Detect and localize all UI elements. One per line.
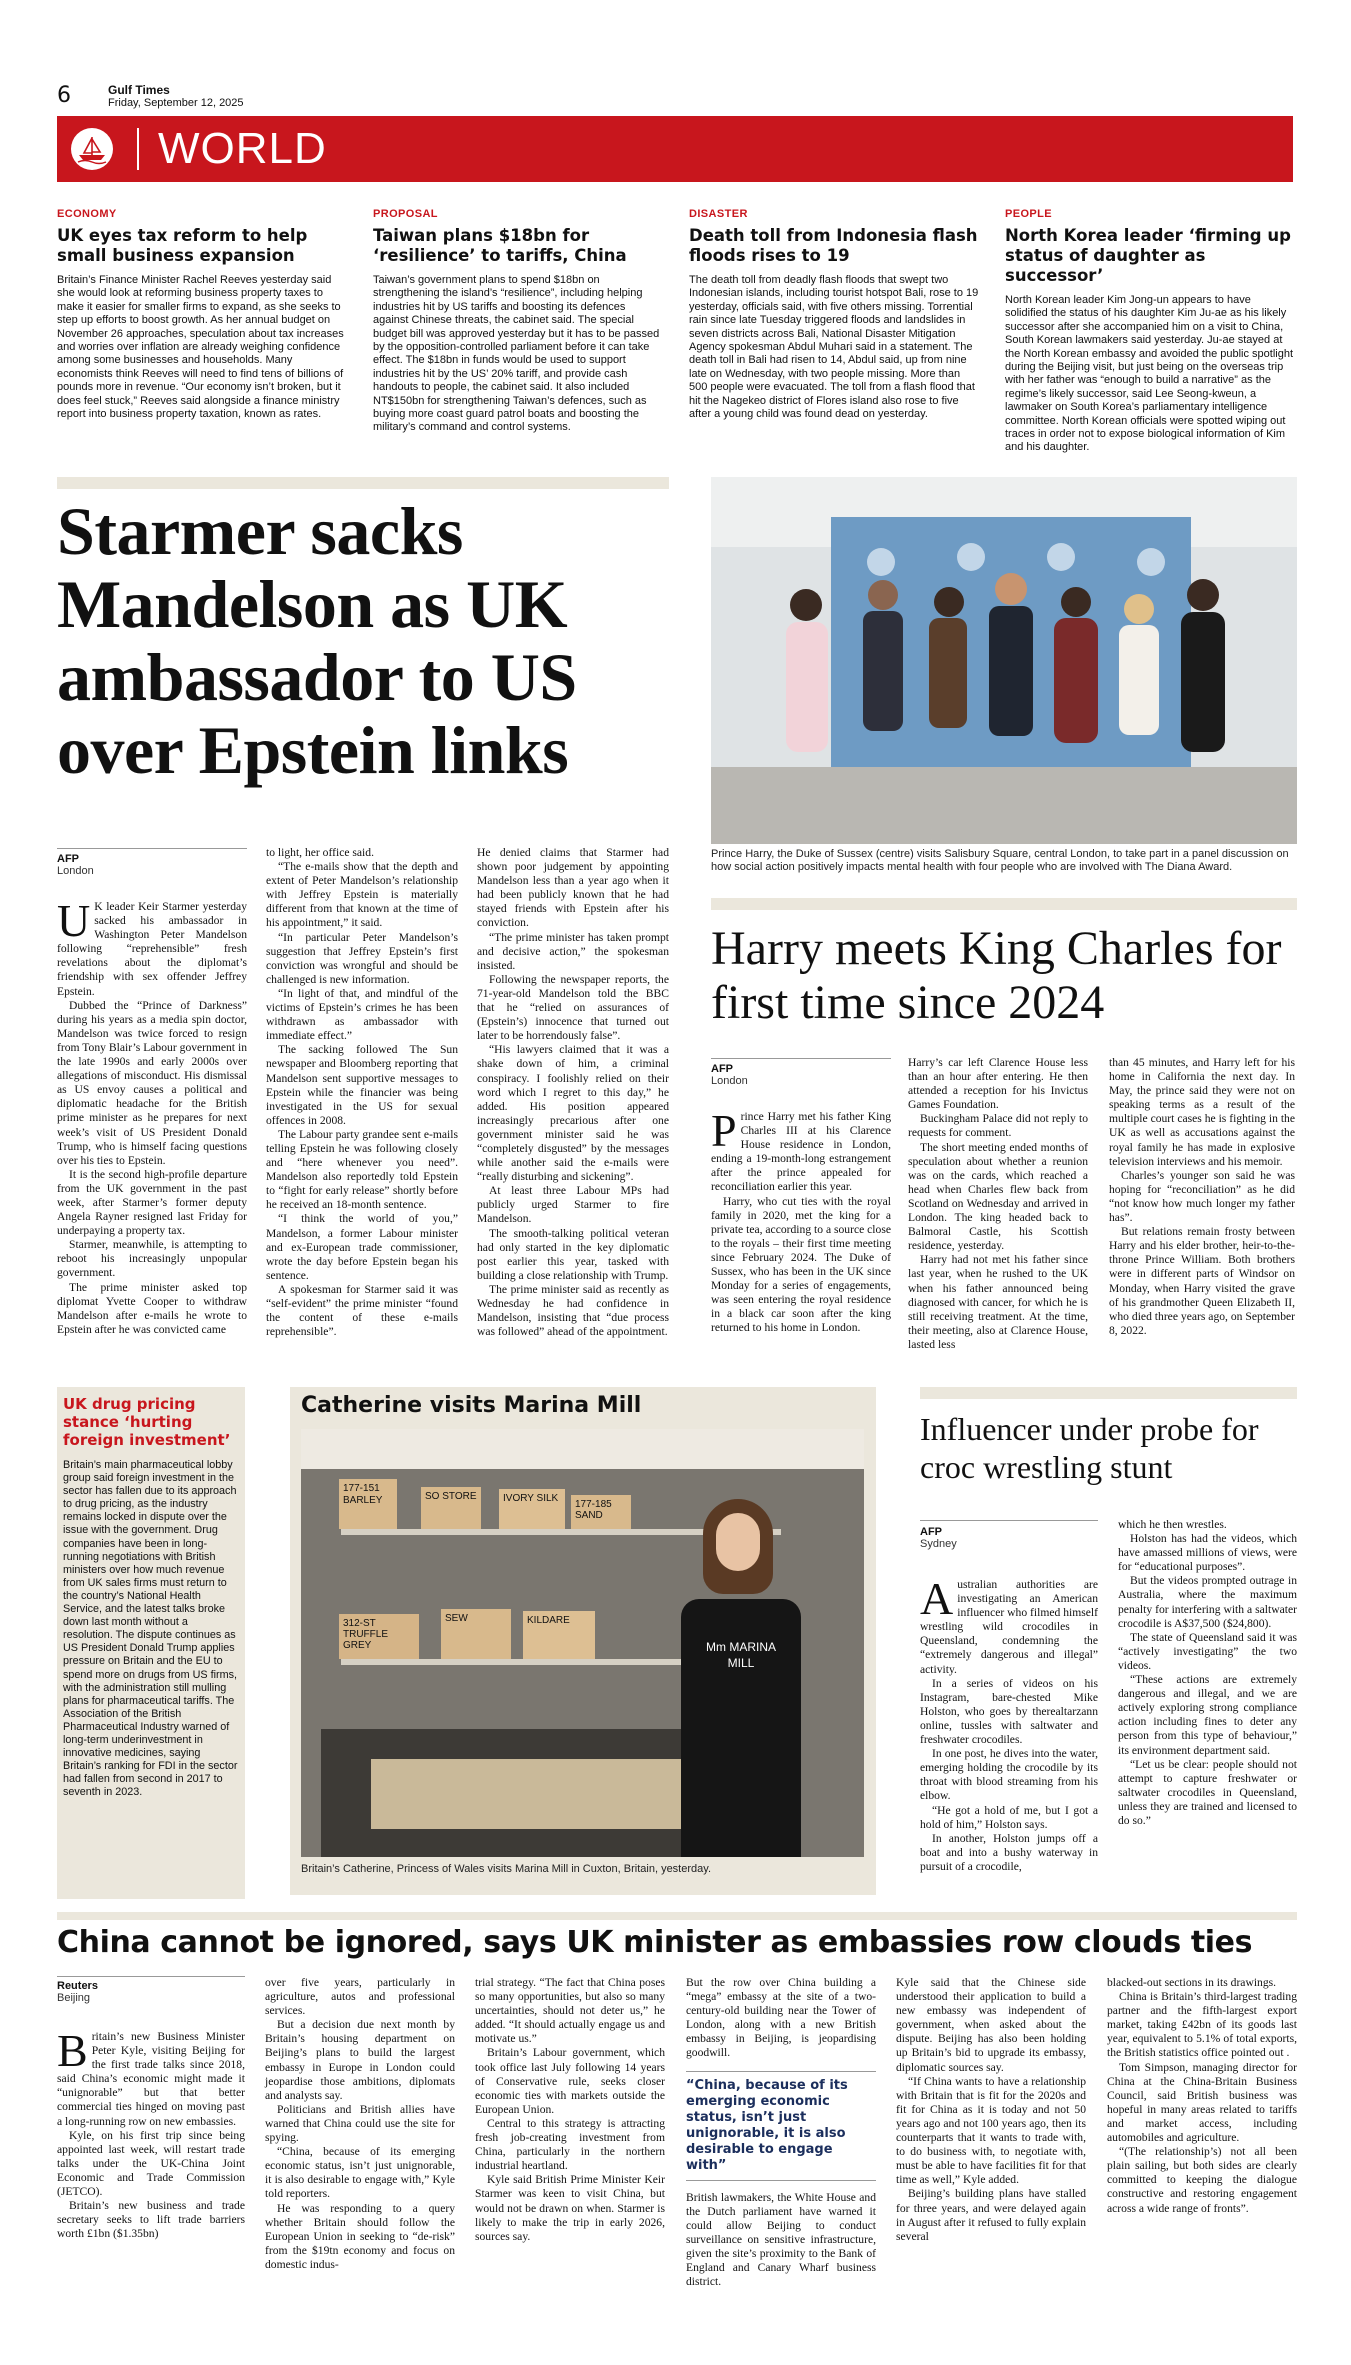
paragraph: Britain’s new business and trade secretary seeks to lift trade barriers worth £1bn ($1.35bn) — [57, 2199, 245, 2241]
harry-top-bar — [711, 898, 1297, 910]
brief-body: The death toll from deadly flash floods that swept two Indonesian islands, including tourist hotspot Bali, rose to 19 yesterday, officials said, with five others missing. Torrential rain since late Tuesday triggered floods and landslides in seven districts across Bali, National Disaster Mitigation Agency spokesman Abdul Muhari said in a statement. The death toll in Bali had risen to 14, Abdul said, up from nine late on Wednesday, with two people missing. More than 500 people were evacuated. The toll from a flash flood that hit the Nagekeo district of Flores island also rose to five after a young child was found dead on yesterday. — [689, 274, 979, 421]
paragraph: “These actions are extremely dangerous and illegal, and we are actively exploring strong compliance action including fines to deter any person from this type of behaviour,” its environment department said. — [1118, 1673, 1297, 1757]
brief-disaster — [689, 208, 979, 421]
paragraph: “China, because of its emerging economic status, isn’t just unignorable, it is also desirable to engage with,” Kyle told reporters. — [265, 2145, 455, 2201]
catherine-photo — [301, 1429, 864, 1857]
byline-location: Sydney — [920, 1538, 957, 1550]
paragraph: to light, her office said. — [266, 846, 374, 859]
brief-kicker: DISASTER — [689, 208, 748, 220]
dropcap: A — [920, 1573, 954, 1624]
paragraph: Charles’s younger son said he was hoping for “reconciliation” as he did “not know how much longer my father has”. — [1109, 1168, 1295, 1225]
brief-body: North Korean leader Kim Jong-un appears to have solidified the status of his daughter Kim Ju-ae as his likely successor after she accompanied him on a visit to China, South Korean lawmakers said yesterday. Ju-ae stayed at the North Korean embassy and avoided the public spotlight during the Beijing visit, but just being on the overseas trip with her father was “enough to build a narrative” as the regime’s likely successor, said Lee Seong-kweun, a lawmaker on South Korea’s parliamentary intelligence committee. North Korean officials were spotted wiping out traces in order not to expose biological information of Kim and his daughter. — [1005, 294, 1294, 454]
dropcap-paragraph — [57, 2025, 245, 2129]
croc-col-2 — [1118, 1518, 1297, 1828]
divider — [57, 848, 247, 849]
paragraph: ustralian authorities are investigating an American influencer who filmed himself wrestling wild crocodiles in Queensland, condemning the “extremely dangerous and illegal” activity. — [920, 1578, 1098, 1676]
banner-divider — [137, 128, 139, 170]
brief-body: Britain’s Finance Minister Rachel Reeves yesterday said she would look at reforming business property taxes to make it easier for smaller firms to expand, as she seeks to step up efforts to boost growth. As her annual budget on November 26 approaches, speculation about tax increases and worries over inflation are already weighing confidence among some businesses and households. Many economists think Reeves will need to find tens of billions of pounds more in revenue. “Our economy isn’t broken, but it does feel stuck,” Reeves said alongside a finance ministry report into business property taxation, known as rates. — [57, 274, 344, 421]
china-col-6 — [1107, 1976, 1297, 2216]
china-col-4 — [686, 1976, 876, 2289]
pull-quote — [686, 2071, 876, 2181]
paragraph: Holston has had the videos, which have amassed millions of views, were for “educational purposes”. — [1118, 1532, 1297, 1574]
dropcap: U — [57, 895, 91, 946]
paragraph: The prime minister said as recently as Wednesday he had confidence in Mandelson, insisting that “due process was followed” ahead of the appointment. — [477, 1282, 669, 1339]
china-col-5 — [896, 1976, 1086, 2244]
paragraph: trial strategy. “The fact that China poses so many opportunities, but also so many uncertainties, should not deter us,” he added. “It should actually engage us and motivate us.” — [475, 1976, 665, 2046]
paragraph: “The e-mails show that the depth and extent of Peter Mandelson’s relationship with Jeffrey Epstein is materially different from that known at the time of his appointment,” it said. — [266, 860, 458, 930]
paragraph: Harry had not met his father since last year, when he rushed to the UK when his father announced being diagnosed with cancer, for which he is still receiving treatment. At the time, their meeting, also at Clarence House, lasted less — [908, 1253, 1088, 1351]
shelf-box: 177-185 SAND — [571, 1495, 631, 1529]
paragraph: Buckingham Palace did not reply to requests for comment. — [908, 1112, 1088, 1140]
china-headline: China cannot be ignored, says UK minister as embassies row clouds ties — [57, 1925, 1253, 1960]
byline-agency: AFP — [57, 853, 79, 865]
paragraph: ritain’s new Business Minister Peter Kyle, visiting Beijing for the first trade talks since 2018, said China’s economic might made it “unignorable” but that better commercial ties hinged on moving past a long-running row on new embassies. — [57, 2030, 245, 2128]
paragraph: Following the newspaper reports, the 71-year-old Mandelson told the BBC that he “relied on assurances of (Epstein’s) innocence that turned out later to be horrendously false”. — [477, 972, 669, 1043]
paragraph: But a decision due next month by Britain’s housing department on Beijing’s plans to build the largest embassy in Europe in London could jeopardise those ambitions, diplomats and analysts say. — [265, 2018, 455, 2102]
byline-location: London — [711, 1075, 748, 1087]
catherine-title: Catherine visits Marina Mill — [301, 1393, 642, 1418]
paragraph: The sacking followed The Sun newspaper and Bloomberg reporting that Mandelson sent supportive messages to Epstein while the financier was being investigated in the US for sexual offences in 2008. — [266, 1043, 458, 1127]
brief-kicker: ECONOMY — [57, 208, 117, 220]
paragraph: At least three Labour MPs had publicly urged Starmer to fire Mandelson. — [477, 1184, 669, 1226]
paragraph: Dubbed the “Prince of Darkness” during his years as a media spin doctor, Mandelson was twice forced to resign from Tony Blair’s Labour government in the late 1990s and early 2000s over allegations of misconduct. His dismissal as US envoy causes a political and diplomatic headache for the British prime minister as he prepares for next week’s visit of US President Donald Trump, who is himself facing questions over his ties to Epstein. — [57, 998, 247, 1167]
paragraph: But the videos prompted outrage in Australia, where the maximum penalty for interfering with a saltwater crocodile is A$37,500 ($24,800). — [1118, 1574, 1297, 1630]
paragraph: rince Harry met his father King Charles III at his Clarence House residence in London, ending a 19-month-long estrangement after the prince appealed for reconciliation earlier this year. — [711, 1110, 891, 1194]
pull-quote-text: “China, because of its emerging economic status, isn’t just unignorable, it is also desirable to engage with” — [686, 2077, 848, 2173]
drug-panel — [57, 1387, 245, 1899]
paragraph: Politicians and British allies have warned that China could use the site for spying. — [265, 2102, 455, 2145]
paragraph: “I think the world of you,” Mandelson, a former Labour minister and ex-European trade commissioner, wrote the day before Epstein began his sentence. — [266, 1212, 458, 1282]
paragraph: Tom Simpson, managing director for China at the China-Britain Business Council, said British business was hopeful in many areas related to tariffs and market access, including automobiles and agriculture. — [1107, 2060, 1297, 2145]
paragraph: He denied claims that Starmer had shown poor judgement by appointing Mandelson less than a year ago when it had been publicly known that he had stayed friends with Epstein after his conviction. — [477, 846, 669, 930]
catherine-caption: Britain’s Catherine, Princess of Wales visits Marina Mill in Cuxton, Britain, yesterday. — [301, 1863, 711, 1875]
paragraph: It is the second high-profile departure from the UK government in the past week, after Starmer’s former deputy Angela Rayner resigned last Friday for underpaying a property tax. — [57, 1167, 247, 1238]
brief-headline: North Korea leader ‘firming up status of daughter as successor’ — [1005, 226, 1291, 285]
paragraph: Kyle, on his first trip since being appointed last week, will restart trade talks under the UK-China Joint Economic and Trade Commission (JETCO). — [57, 2128, 245, 2199]
paragraph: In another, Holston jumps off a boat and into a bushy waterway in pursuit of a crocodile, — [920, 1831, 1098, 1873]
paragraph: Harry, who cut ties with the royal family in 2020, met the king for a private tea, according to a source close to the royals – their first time meeting since February 2024. The Duke of Sussex, who has been in the UK since Monday for a series of engagements, was seen entering the royal residence in a black car soon after the king returned to his home in London. — [711, 1194, 891, 1335]
croc-headline: Influencer under probe for croc wrestling stunt — [920, 1411, 1259, 1485]
divider — [57, 1976, 245, 1977]
paragraph: But relations remain frosty between Harry and his elder brother, heir-to-the-throne Prince William. Both brothers were in different parts of Windsor on Monday, when Harry visited the grave of his grandmother Queen Elizabeth II, who died three years ago, on September 8, 2022. — [1109, 1225, 1295, 1337]
paragraph: The Labour party grandee sent e-mails telling Epstein he was following closely and “here whenever you need”. Mandelson also reportedly told Epstein to “fight for early release” shortly before he received an 18-month sentence. — [266, 1127, 458, 1212]
paragraph: “In particular Peter Mandelson’s suggestion that Jeffrey Epstein’s first conviction was wrongful and should be challenged is new information. — [266, 930, 458, 986]
china-top-bar — [57, 1912, 1297, 1920]
harry-byline — [711, 1063, 748, 1087]
paragraph: Kyle said that the Chinese side understood their application to build a new embassy was independent of government, when asked about the dispute. Beijing has also been holding up Britain’s bid to upgrade its embassy, diplomatic sources say. — [896, 1976, 1086, 2074]
paragraph: Beijing’s building plans have stalled for three years, and were delayed again in August after it refused to fully explain several — [896, 2187, 1086, 2243]
face — [716, 1513, 760, 1571]
page-number: 6 — [57, 83, 71, 108]
paragraph: which he then wrestles. — [1118, 1518, 1227, 1531]
starmer-col-3 — [477, 846, 669, 1339]
paragraph: “In light of that, and mindful of the victims of Epstein’s crimes he has been withdrawn as ambassador with immediate effect.” — [266, 986, 458, 1043]
paragraph: Kyle said British Prime Minister Keir Starmer was keen to visit China, but would not be drawn on when. Starmer is likely to make the trip in early 2026, sources say. — [475, 2173, 665, 2243]
starmer-col-2 — [266, 846, 458, 1339]
paragraph: blacked-out sections in its drawings. — [1107, 1976, 1277, 1989]
issue-date: Friday, September 12, 2025 — [108, 97, 244, 109]
dropcap-paragraph — [711, 1105, 891, 1195]
paragraph: Harry’s car left Clarence House less than an hour after entering. He then attended a reception for his Invictus Games Foundation. — [908, 1056, 1088, 1112]
dropcap-paragraph — [57, 895, 247, 999]
dropcap: P — [711, 1105, 737, 1156]
paragraph: “If China wants to have a relationship with Britain that is fit for the 2020s and fit for China as it is today and not 50 years ago and not 100 years ago, then its counterparts that it wants to trade with, to do business with, to negotiate with, must be able to have facilities fit for that time as well,” Kyle added. — [896, 2074, 1086, 2187]
paragraph: In a series of videos on his Instagram, bare-chested Mike Holston, who goes by therealtarzann online, tussles with saltwater and freshwater crocodiles. — [920, 1676, 1098, 1747]
harry-col-1 — [711, 1105, 891, 1336]
harry-col-3 — [1109, 1056, 1295, 1338]
apron-logo: Mm MARINA MILL — [706, 1640, 776, 1670]
china-col-1 — [57, 2025, 245, 2241]
section-banner — [57, 116, 1293, 182]
paper-name: Gulf Times — [108, 83, 170, 97]
brief-kicker: PEOPLE — [1005, 208, 1053, 220]
harry-col-2 — [908, 1056, 1088, 1352]
byline-agency: Reuters — [57, 1980, 98, 1992]
paragraph: Central to this strategy is attracting fresh job-creating investment from China, particularly in the northern industrial heartland. — [475, 2116, 665, 2173]
shelf-box: 177-151 BARLEY — [339, 1479, 397, 1529]
paragraph: The prime minister asked top diplomat Yvette Cooper to withdraw Mandelson after e-mails he wrote to Epstein after he was convicted came — [57, 1280, 247, 1336]
paragraph: Britain’s Labour government, which took office last July following 14 years of Conservative rule, seeks closer economic ties with markets outside the European Union. — [475, 2046, 665, 2116]
shelf-box: SO STORE — [421, 1487, 481, 1529]
brief-economy — [57, 208, 347, 421]
paragraph: “Let us be clear: people should not attempt to capture freshwater or saltwater crocodiles in Queensland, unless they are trained and licensed to do so.” — [1118, 1757, 1297, 1827]
paragraph: “His lawyers claimed that it was a shake down of him, a criminal conspiracy. I foolishly relied on their word which I regret to this day,” he added. His position appeared increasingly precarious after one government minister said he was “completely disgusted” by the messages while another said the e-mails were “really disturbing and sickening”. — [477, 1043, 669, 1184]
paragraph: over five years, particularly in agriculture, autos and professional services. — [265, 1976, 455, 2018]
byline-agency: AFP — [711, 1063, 733, 1075]
croc-col-1 — [920, 1573, 1098, 1874]
brief-headline: Taiwan plans $18bn for ‘resilience’ to tariffs, China — [373, 226, 627, 265]
catherine-panel — [290, 1387, 876, 1895]
divider — [711, 1058, 891, 1059]
croc-top-bar — [920, 1387, 1297, 1399]
drug-headline: UK drug pricing stance ‘hurting foreign investment’ — [63, 1395, 231, 1449]
drug-body: Britain’s main pharmaceutical lobby group said foreign investment in the sector has fallen due to its approach to drug pricing, as the industry remains locked in dispute over the issue with the government. Drug companies have been in long-running negotiations with British ministers over how much revenue from UK sales firms must return to the country’s National Health Service, and the latest talks broke down last month without a resolution. The dispute continues as US President Donald Trump applies pressure on Britain and the EU to spend more on drugs from US firms, with the administration still mulling plans for pharmaceutical tariffs. The Association of the British Pharmaceutical Industry warned of long-term underinvestment in innovative medicines, saying Britain’s ranking for FDI in the sector had fallen from second in 2017 to seventh in 2023. — [63, 1459, 238, 1799]
shelf-box: SEW — [441, 1609, 511, 1659]
paragraph: “The prime minister has taken prompt and decisive action,” the spokesman insisted. — [477, 930, 669, 972]
paragraph: The short meeting ended months of speculation about whether a reunion was on the cards, which reached a head when Charles flew back from Scotland on Wednesday and arrived in London. The king headed back to Balmoral Castle, his Scottish residence, yesterday. — [908, 1140, 1088, 1253]
harry-photo — [711, 477, 1297, 844]
brief-headline: Death toll from Indonesia flash floods rises to 19 — [689, 226, 978, 265]
brief-people — [1005, 208, 1295, 455]
section-title: WORLD — [158, 124, 327, 173]
paragraph: The state of Queensland said it was “actively investigating” the two videos. — [1118, 1630, 1297, 1672]
starmer-byline — [57, 853, 94, 877]
divider — [920, 1520, 1098, 1521]
paragraph: In one post, he dives into the water, emerging holding the crocodile by its throat with blood streaming from his elbow. — [920, 1747, 1098, 1803]
china-col-2 — [265, 1976, 455, 2272]
croc-byline — [920, 1526, 957, 1550]
byline-location: Beijing — [57, 1992, 91, 2004]
apron — [681, 1599, 801, 1857]
brief-kicker: PROPOSAL — [373, 208, 438, 220]
shelf-box: KILDARE — [523, 1611, 595, 1659]
harry-caption: Prince Harry, the Duke of Sussex (centre) visits Salisbury Square, central London, to take part in a panel discussion on how social action positively impacts mental health with four people who are involved with The Diana Award. — [711, 848, 1289, 874]
brief-headline: UK eyes tax reform to help small business expansion — [57, 226, 308, 265]
paragraph: than 45 minutes, and Harry left for his home in California the next day. In May, the prince said they were not on speaking terms as a result of the multiple court cases he is fighting in the UK as well as accusations against the royal family he has made in explosive television interviews and his memoir. — [1109, 1056, 1295, 1168]
catherine-figure — [661, 1499, 821, 1857]
paragraph: China is Britain’s third-largest trading partner and the fifth-largest export market, taking £42bn of its goods last year, equivalent to 5.1% of total exports, the British statistics office pointed out . — [1107, 1990, 1297, 2060]
paragraph: But the row over China building a “mega” embassy at the site of a two-century-old building near the Tower of London, along with a new British embassy in Beijing, is jeopardising goodwill. — [686, 1976, 876, 2060]
paragraph: K leader Keir Starmer yesterday sacked his ambassador in Washington Peter Mandelson following “reprehensible” fresh revelations about the diplomat’s friendship with sex offender Jeffrey Epstein. — [57, 900, 247, 998]
harry-headline: Harry meets King Charles for first time since 2024 — [711, 922, 1282, 1029]
shelf-box: 312-ST TRUFFLE GREY — [339, 1614, 419, 1659]
paragraph: Starmer, meanwhile, is attempting to reboot his increasingly unpopular government. — [57, 1238, 247, 1280]
china-byline — [57, 1980, 98, 2004]
starmer-top-bar — [57, 477, 669, 489]
brief-body: Taiwan’s government plans to spend $18bn on strengthening the island’s “resilience”, including helping industries hit by US tariffs and boosting its defences against Chinese threats, the cabinet said. The special budget bill was approved yesterday but it has to be passed by the opposition-controlled parliament before it can take effect. The $18bn in funds would be used to support industries hit by the US’ 20% tariff, and provide cash handouts to people, the cabinet said. It also included NT$150bn for strengthening Taiwan’s defences, such as buying more coast guard patrol boats and boosting the military’s command and control systems. — [373, 274, 660, 434]
brief-proposal — [373, 208, 663, 435]
dropcap-paragraph — [920, 1573, 1098, 1677]
paragraph: A spokesman for Starmer said it was “self-evident” the prime minister “found the content of these e-mails reprehensible”. — [266, 1282, 458, 1339]
dropcap: B — [57, 2025, 88, 2076]
byline-location: London — [57, 865, 94, 877]
paragraph: The smooth-talking political veteran had only started in the key diplomatic post earlier this year, tasked with building a close relationship with Trump. — [477, 1226, 669, 1282]
ship-logo-icon — [71, 128, 113, 170]
paragraph: “(The relationship’s) not all been plain sailing, but both sides are clearly committed to keeping the dialogue constructive and restoring engagement across a wide range of fronts”. — [1107, 2145, 1297, 2215]
starmer-headline: Starmer sacks Mandelson as UK ambassador to US over Epstein links — [57, 493, 577, 788]
paragraph: “He got a hold of me, but I got a hold of him,” Holston says. — [920, 1803, 1098, 1831]
china-col-3 — [475, 1976, 665, 2244]
starmer-col-1 — [57, 895, 247, 1337]
byline-agency: AFP — [920, 1526, 942, 1538]
harry-photo-illustration — [711, 477, 1297, 844]
paragraph: British lawmakers, the White House and the Dutch parliament have warned it could allow Beijing to conduct surveillance on sensitive infrastructure, given the site’s proximity to the Bank of England and Canary Wharf business district. — [686, 2190, 876, 2289]
shelf-box: IVORY SILK — [499, 1489, 565, 1529]
paragraph: He was responding to a query whether Britain should follow the European Union in seeking to “de-risk” from the $19tn economy and focus on domestic indus- — [265, 2201, 455, 2271]
